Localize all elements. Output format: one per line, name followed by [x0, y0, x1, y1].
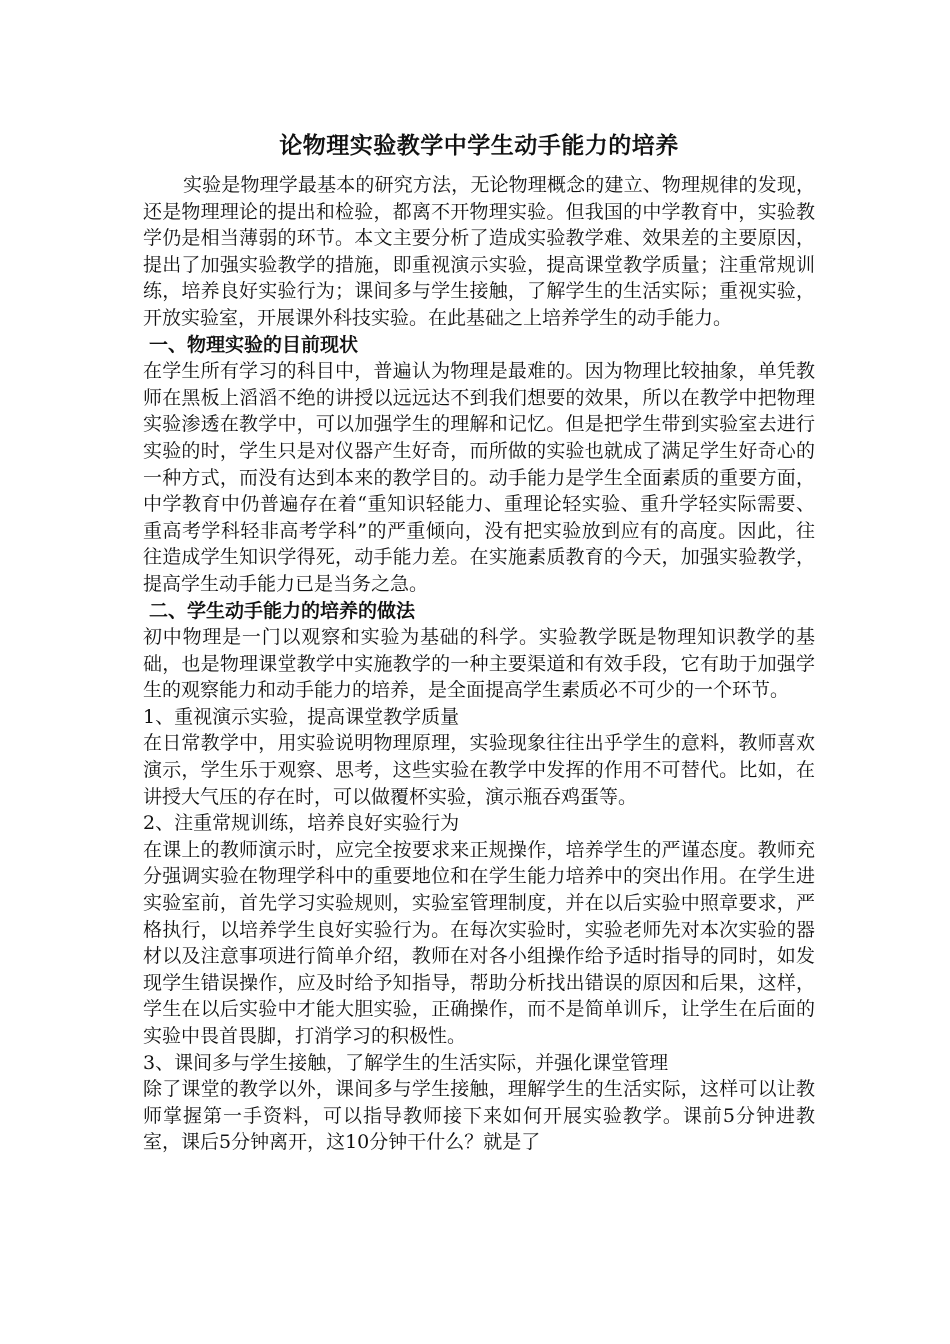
item-3-body: 除了课堂的教学以外，课间多与学生接触，理解学生的生活实际，这样可以让教师掌握第一手资料，可以指导教师接下来如何开展实验教学。课前5分钟进教室，课后5分钟离开，这10分钟干什么？就是了 [143, 1078, 815, 1154]
item-2-body: 在课上的教师演示时，应完全按要求来正规操作，培养学生的严谨态度。教师充分强调实验在物理学科中的重要地位和在学生能力培养中的突出作用。在学生进实验室前，首先学习实验规则，实验室管理制度，并在以后实验中照章要求，严格执行，以培养学生良好实验行为。在每次实验时，实验老师先对本次实验的器材以及注意事项进行简单介绍，教师在对各小组操作给予适时指导的同时，如发现学生错误操作，应及时给予知指导，帮助分析找出错误的原因和后果，这样，学生在以后实验中才能大胆实验，正确操作，而不是简单训斥，让学生在后面的实验中畏首畏脚，打消学习的积极性。 [143, 838, 815, 1047]
item-1-heading: 1、重视演示实验，提高课堂教学质量 [143, 705, 460, 728]
section-1-heading: 一、物理实验的目前现状 [149, 333, 359, 356]
item-1-body: 在日常教学中，用实验说明物理原理，实验现象往往出乎学生的意料，教师喜欢演示，学生乐于观察、思考，这些实验在教学中发挥的作用不可替代。比如，在讲授大气压的存在时，可以做覆杯实验，演示瓶吞鸡蛋等。 [143, 732, 815, 808]
item-3-heading: 3、课间多与学生接触，了解学生的生活实际，并强化课堂管理 [143, 1051, 669, 1074]
section-1-body: 在学生所有学习的科目中，普遍认为物理是最难的。因为物理比较抽象，单凭教师在黑板上滔滔不绝的讲授以远远达不到我们想要的效果，所以在教学中把物理实验渗透在教学中，可以加强学生的理解和记忆。但是把学生带到实验室去进行实验的时，学生只是对仪器产生好奇，而所做的实验也就成了满足学生好奇心的一种方式，而没有达到本来的教学目的。动手能力是学生全面素质的重要方面，中学教育中仍普遍存在着“重知识轻能力、重理论轻实验、重升学轻实际需要、重高考学科轻非高考学科”的严重倾向，没有把实验放到应有的高度。因此，往往造成学生知识学得死，动手能力差。在实施素质教育的今天，加强实验教学，提高学生动手能力已是当务之急。 [143, 360, 815, 595]
abstract-paragraph: 实验是物理学最基本的研究方法，无论物理概念的建立、物理规律的发现，还是物理理论的提出和检验，都离不开物理实验。但我国的中学教育中，实验教学仍是相当薄弱的环节。本文主要分析了造成实验教学难、效果差的主要原因，提出了加强实验教学的措施，即重视演示实验，提高课堂教学质量；注重常规训练，培养良好实验行为；课间多与学生接触，了解学生的生活实际；重视实验，开放实验室，开展课外科技实验。在此基础之上培养学生的动手能力。 [143, 174, 815, 329]
document-page [143, 130, 815, 1156]
section-2-heading: 二、学生动手能力的培养的做法 [149, 599, 416, 622]
item-2-heading: 2、注重常规训练，培养良好实验行为 [143, 812, 460, 835]
section-2-intro: 初中物理是一门以观察和实验为基础的科学。实验教学既是物理知识教学的基础，也是物理课堂教学中实施教学的一种主要渠道和有效手段，它有助于加强学生的观察能力和动手能力的培养，是全面提高学生素质必不可少的一个环节。 [143, 626, 815, 702]
document-title: 论物理实验教学中学生动手能力的培养 [279, 133, 679, 159]
